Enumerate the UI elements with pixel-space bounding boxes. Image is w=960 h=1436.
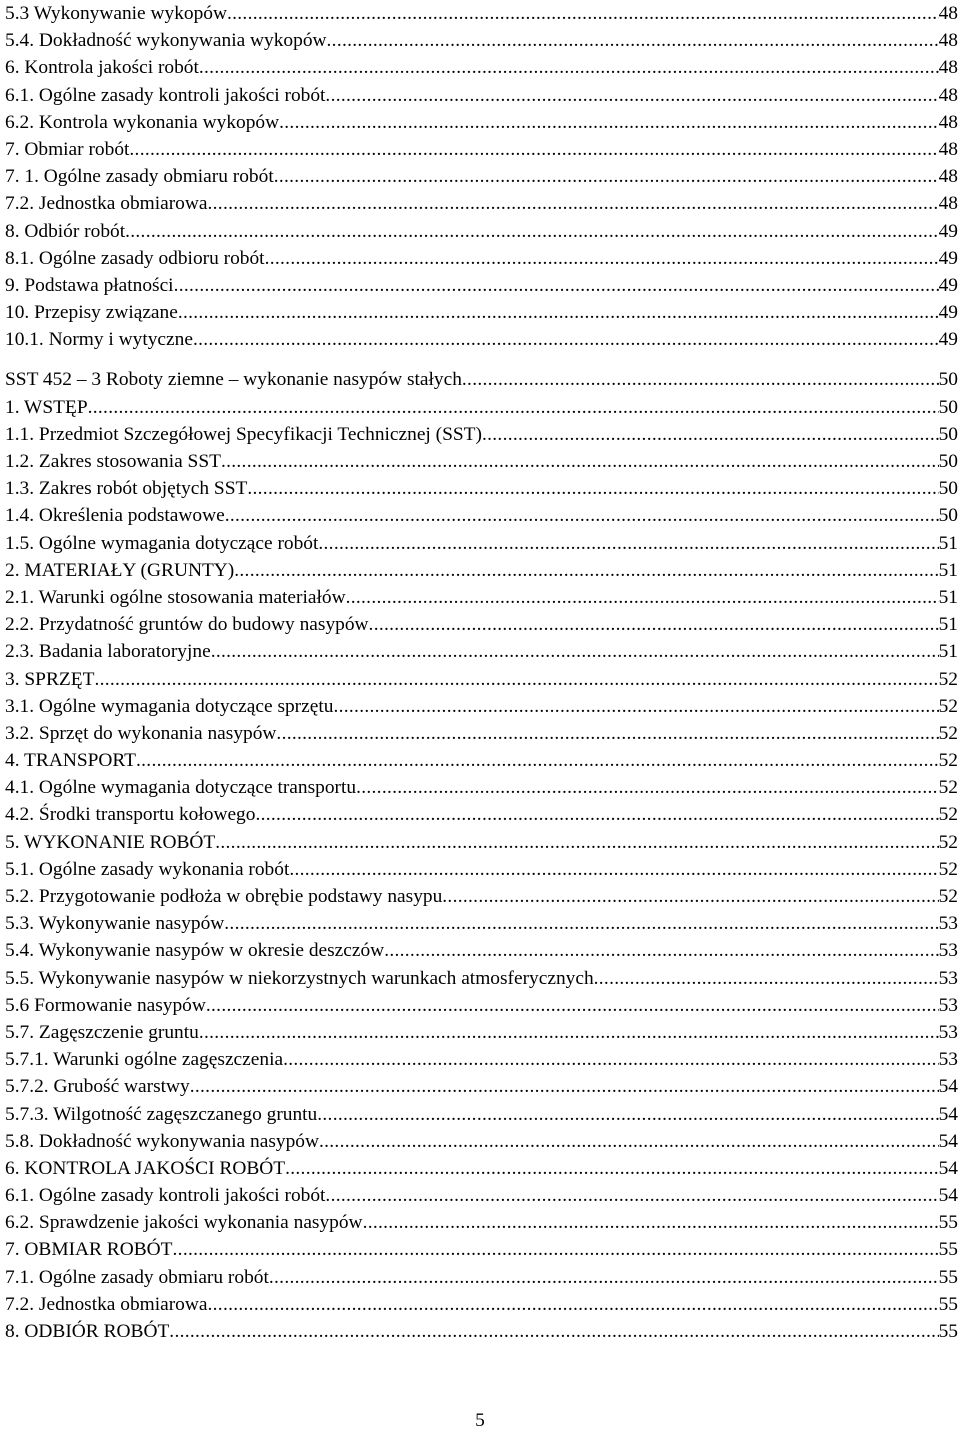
toc-entry-page: 50 xyxy=(938,396,958,418)
toc-entry-label: 5.1. Ogólne zasady wykonania robót xyxy=(5,858,290,880)
toc-dot-leader xyxy=(211,638,939,665)
toc-entry-label: 3. SPRZĘT xyxy=(5,668,95,690)
toc-entry-label: 4.2. Środki transportu kołowego xyxy=(5,804,256,826)
toc-entry-page: 50 xyxy=(938,505,958,527)
toc-dot-leader xyxy=(129,136,938,163)
toc-entry-page: 55 xyxy=(938,1239,958,1261)
toc-entry-label: 2.2. Przydatność gruntów do budowy nasypów xyxy=(5,614,369,636)
toc-entry[interactable] xyxy=(5,856,958,883)
toc-entry-page: 48 xyxy=(938,84,958,106)
toc-entry-label: 5. WYKONANIE ROBÓT xyxy=(5,831,216,853)
toc-entry-label: 9. Podstawa płatności xyxy=(5,274,174,296)
toc-entry[interactable] xyxy=(5,666,958,693)
toc-dot-leader xyxy=(594,965,939,992)
toc-entry-page: 53 xyxy=(938,1021,958,1043)
toc-entry-page: 53 xyxy=(938,967,958,989)
toc-entry-label: 5.4. Wykonywanie nasypów w okresie deszczów xyxy=(5,940,385,962)
toc-entry[interactable] xyxy=(5,394,958,421)
toc-entry[interactable] xyxy=(5,557,958,584)
toc-entry[interactable] xyxy=(5,218,958,245)
toc-entry-page: 51 xyxy=(938,641,958,663)
toc-entry[interactable] xyxy=(5,1019,958,1046)
toc-entry-label: 5.3. Wykonywanie nasypów xyxy=(5,913,225,935)
toc-entry-label: 1.4. Określenia podstawowe xyxy=(5,505,225,527)
toc-entry-page: 52 xyxy=(938,831,958,853)
toc-entry[interactable] xyxy=(5,1318,958,1345)
toc-entry-label: 7. OBMIAR ROBÓT xyxy=(5,1239,173,1261)
toc-dot-leader xyxy=(199,54,939,81)
toc-entry-page: 48 xyxy=(938,57,958,79)
toc-dot-leader xyxy=(462,366,939,393)
toc-entry-page: 48 xyxy=(938,166,958,188)
toc-entry-label: 1.5. Ogólne wymagania dotyczące robót xyxy=(5,532,319,554)
toc-entry[interactable] xyxy=(5,992,958,1019)
toc-entry[interactable] xyxy=(5,326,958,353)
toc-entry-page: 49 xyxy=(938,329,958,351)
toc-entry[interactable] xyxy=(5,502,958,529)
toc-entry[interactable] xyxy=(5,530,958,557)
toc-entry[interactable] xyxy=(5,1155,958,1182)
toc-entry-label: 6.2. Sprawdzenie jakości wykonania nasypów xyxy=(5,1212,363,1234)
toc-dot-leader xyxy=(369,611,939,638)
toc-entry-label: 2.1. Warunki ogólne stosowania materiałów xyxy=(5,586,346,608)
toc-dot-leader xyxy=(174,272,939,299)
toc-entry-page: 52 xyxy=(938,777,958,799)
toc-dot-leader xyxy=(265,245,939,272)
toc-dot-leader xyxy=(199,1019,939,1046)
toc-dot-leader xyxy=(173,1236,939,1263)
toc-entry-page: 54 xyxy=(938,1130,958,1152)
toc-dot-leader xyxy=(206,992,939,1019)
toc-dot-leader xyxy=(224,910,938,937)
toc-entry-label: SST 452 – 3 Roboty ziemne – wykonanie nasypów stałych xyxy=(5,369,462,391)
toc-entry-page: 52 xyxy=(938,858,958,880)
toc-entry[interactable] xyxy=(5,693,958,720)
toc-dot-leader xyxy=(178,299,939,326)
toc-entry-page: 48 xyxy=(938,193,958,215)
toc-dot-leader xyxy=(285,1155,939,1182)
toc-entry[interactable] xyxy=(5,421,958,448)
toc-dot-leader xyxy=(247,475,938,502)
toc-entry-label: 8. Odbiór robót xyxy=(5,220,126,242)
toc-entry[interactable] xyxy=(5,1291,958,1318)
toc-dot-leader xyxy=(333,693,938,720)
toc-entry[interactable] xyxy=(5,299,958,326)
toc-entry[interactable] xyxy=(5,584,958,611)
toc-dot-leader xyxy=(208,1291,939,1318)
toc-dot-leader xyxy=(215,829,938,856)
toc-entry-label: 5.5. Wykonywanie nasypów w niekorzystnych warunkach atmosferycznych xyxy=(5,967,594,989)
toc-entry[interactable] xyxy=(5,366,958,393)
toc-dot-leader xyxy=(227,0,939,27)
toc-entry-label: 5.4. Dokładność wykonywania wykopów xyxy=(5,30,327,52)
toc-entry-page: 48 xyxy=(938,30,958,52)
toc-dot-leader xyxy=(325,1182,938,1209)
toc-entry-page: 54 xyxy=(938,1076,958,1098)
toc-entry[interactable] xyxy=(5,245,958,272)
toc-entry-page: 48 xyxy=(938,138,958,160)
toc-entry-label: 8.1. Ogólne zasady odbioru robót xyxy=(5,247,265,269)
toc-dot-leader xyxy=(346,584,939,611)
toc-entry-label: 5.6 Formowanie nasypów xyxy=(5,994,206,1016)
toc-entry-page: 51 xyxy=(938,586,958,608)
toc-entry[interactable] xyxy=(5,1046,958,1073)
toc-entry-page: 48 xyxy=(938,111,958,133)
toc-entry[interactable] xyxy=(5,272,958,299)
toc-entry-page: 48 xyxy=(938,3,958,24)
toc-entry-page: 49 xyxy=(938,247,958,269)
toc-entry[interactable] xyxy=(5,611,958,638)
toc-entry-label: 5.8. Dokładność wykonywania nasypów xyxy=(5,1130,319,1152)
toc-entry-page: 52 xyxy=(938,750,958,772)
toc-dot-leader xyxy=(276,720,938,747)
toc-dot-leader xyxy=(208,190,939,217)
toc-entry-page: 53 xyxy=(938,994,958,1016)
toc-entry[interactable] xyxy=(5,1182,958,1209)
toc-entry-page: 51 xyxy=(938,614,958,636)
toc-entry-label: 1.2. Zakres stosowania SST xyxy=(5,451,221,472)
toc-entry-label: 5.2. Przygotowanie podłoża w obrębie podstawy nasypu xyxy=(5,886,443,907)
toc-entry-page: 49 xyxy=(938,220,958,242)
toc-dot-leader xyxy=(363,1209,939,1236)
toc-entry-page: 53 xyxy=(938,1049,958,1071)
toc-entry[interactable] xyxy=(5,937,958,964)
toc-entry-page: 55 xyxy=(938,1321,958,1342)
toc-entry-label: 5.7. Zagęszczenie gruntu xyxy=(5,1021,199,1043)
toc-dot-leader xyxy=(225,502,939,529)
toc-entry[interactable] xyxy=(5,720,958,747)
toc-dot-leader xyxy=(289,856,938,883)
toc-entry[interactable] xyxy=(5,1101,958,1128)
toc-entry-label: 3.2. Sprzęt do wykonania nasypów xyxy=(5,722,277,744)
toc-entry[interactable] xyxy=(5,448,958,475)
toc-entry-label: 1.3. Zakres robót objętych SST xyxy=(5,478,248,500)
toc-entry-page: 50 xyxy=(938,369,958,391)
toc-entry-page: 52 xyxy=(938,804,958,826)
toc-entry-label: 6.1. Ogólne zasady kontroli jakości robót xyxy=(5,1185,326,1207)
toc-entry-label: 4.1. Ogólne wymagania dotyczące transportu xyxy=(5,777,357,799)
toc-entry[interactable] xyxy=(5,27,958,54)
toc-entry-page: 51 xyxy=(938,532,958,554)
toc-entry-label: 5.3 Wykonywanie wykopów xyxy=(5,3,227,24)
toc-dot-leader xyxy=(234,557,938,584)
toc-dot-leader xyxy=(94,666,938,693)
toc-entry-page: 51 xyxy=(938,559,958,581)
toc-entry[interactable] xyxy=(5,1264,958,1291)
toc-entry-page: 50 xyxy=(938,478,958,500)
toc-entry-page: 55 xyxy=(938,1293,958,1315)
toc-dot-leader xyxy=(327,27,939,54)
toc-entry-label: 8. ODBIÓR ROBÓT xyxy=(5,1321,170,1342)
toc-dot-leader xyxy=(269,1264,939,1291)
toc-entry-label: 5.7.1. Warunki ogólne zagęszczenia xyxy=(5,1049,284,1071)
toc-entry-label: 4. TRANSPORT xyxy=(5,750,137,772)
toc-entry-page: 50 xyxy=(938,451,958,472)
toc-dot-leader xyxy=(317,1101,938,1128)
toc-entry[interactable] xyxy=(5,0,958,27)
toc-entry-page: 55 xyxy=(938,1212,958,1234)
toc-entry-page: 54 xyxy=(938,1185,958,1207)
toc-dot-leader xyxy=(279,109,938,136)
toc-entry[interactable] xyxy=(5,1236,958,1263)
toc-entry-page: 53 xyxy=(938,913,958,935)
toc-entry-label: 2. MATERIAŁY (GRUNTY) xyxy=(5,559,235,581)
toc-entry[interactable] xyxy=(5,136,958,163)
toc-dot-leader xyxy=(356,774,939,801)
toc-entry[interactable] xyxy=(5,82,958,109)
toc-dot-leader xyxy=(136,747,939,774)
toc-entry-label: 7.1. Ogólne zasady obmiaru robót xyxy=(5,1266,269,1288)
toc-entry[interactable] xyxy=(5,163,958,190)
toc-entry[interactable] xyxy=(5,638,958,665)
toc-entry-label: 10. Przepisy związane xyxy=(5,302,178,324)
toc-entry[interactable] xyxy=(5,774,958,801)
toc-entry-label: 7.2. Jednostka obmiarowa xyxy=(5,1293,208,1315)
toc-entry-label: 6.1. Ogólne zasady kontroli jakości robót xyxy=(5,84,326,106)
toc-entry-page: 49 xyxy=(938,274,958,296)
toc-entry[interactable] xyxy=(5,883,958,910)
toc-entry-page: 50 xyxy=(938,423,958,445)
toc-entry-label: 1.1. Przedmiot Szczegółowej Specyfikacji Technicznej (SST) xyxy=(5,423,482,445)
toc-entry-label: 3.1. Ogólne wymagania dotyczące sprzętu xyxy=(5,695,334,717)
toc-entry-label: 7. Obmiar robót xyxy=(5,138,130,160)
toc-entry-label: 6. KONTROLA JAKOŚCI ROBÓT xyxy=(5,1157,286,1179)
toc-entry[interactable] xyxy=(5,54,958,81)
toc-dot-leader xyxy=(193,326,939,353)
toc-entry-label: 5.7.2. Grubość warstwy xyxy=(5,1076,190,1098)
toc-entry-page: 52 xyxy=(938,668,958,690)
toc-entry-page: 53 xyxy=(938,940,958,962)
toc-entry[interactable] xyxy=(5,475,958,502)
toc-dot-leader xyxy=(255,801,938,828)
toc-entry[interactable] xyxy=(5,109,958,136)
page-number: 5 xyxy=(475,1410,485,1431)
toc-entry-label: 7.2. Jednostka obmiarowa xyxy=(5,193,208,215)
table-of-contents xyxy=(5,0,958,1345)
toc-entry-label: 5.7.3. Wilgotność zagęszczanego gruntu xyxy=(5,1103,318,1125)
toc-dot-leader xyxy=(482,421,939,448)
toc-entry-page: 49 xyxy=(938,302,958,324)
toc-dot-leader xyxy=(125,218,939,245)
toc-entry[interactable] xyxy=(5,829,958,856)
toc-dot-leader xyxy=(283,1046,939,1073)
toc-entry-label: 7. 1. Ogólne zasady obmiaru robót xyxy=(5,166,274,188)
toc-entry-page: 52 xyxy=(938,886,958,907)
toc-entry-page: 54 xyxy=(938,1103,958,1125)
toc-entry-page: 55 xyxy=(938,1266,958,1288)
toc-entry-label: 6.2. Kontrola wykonania wykopów xyxy=(5,111,280,133)
toc-dot-leader xyxy=(88,394,939,421)
toc-entry-page: 52 xyxy=(938,722,958,744)
toc-dot-leader xyxy=(325,82,938,109)
toc-dot-leader xyxy=(318,530,938,557)
toc-entry[interactable] xyxy=(5,1128,958,1155)
toc-entry-label: 6. Kontrola jakości robót xyxy=(5,57,199,79)
toc-dot-leader xyxy=(169,1318,938,1345)
toc-entry[interactable] xyxy=(5,1073,958,1100)
toc-dot-leader xyxy=(221,448,939,475)
toc-entry[interactable] xyxy=(5,910,958,937)
toc-dot-leader xyxy=(384,937,938,964)
toc-entry[interactable] xyxy=(5,747,958,774)
toc-dot-leader xyxy=(319,1128,939,1155)
toc-dot-leader xyxy=(442,883,938,910)
toc-entry-page: 54 xyxy=(938,1157,958,1179)
toc-entry-label: 2.3. Badania laboratoryjne xyxy=(5,641,211,663)
toc-dot-leader xyxy=(190,1073,939,1100)
toc-entry-page: 52 xyxy=(938,695,958,717)
toc-entry-label: 10.1. Normy i wytyczne xyxy=(5,329,193,351)
toc-entry[interactable] xyxy=(5,190,958,217)
toc-entry[interactable] xyxy=(5,1209,958,1236)
toc-dot-leader xyxy=(274,163,939,190)
toc-entry-label: 1. WSTĘP xyxy=(5,396,88,418)
toc-entry[interactable] xyxy=(5,801,958,828)
toc-entry[interactable] xyxy=(5,965,958,992)
